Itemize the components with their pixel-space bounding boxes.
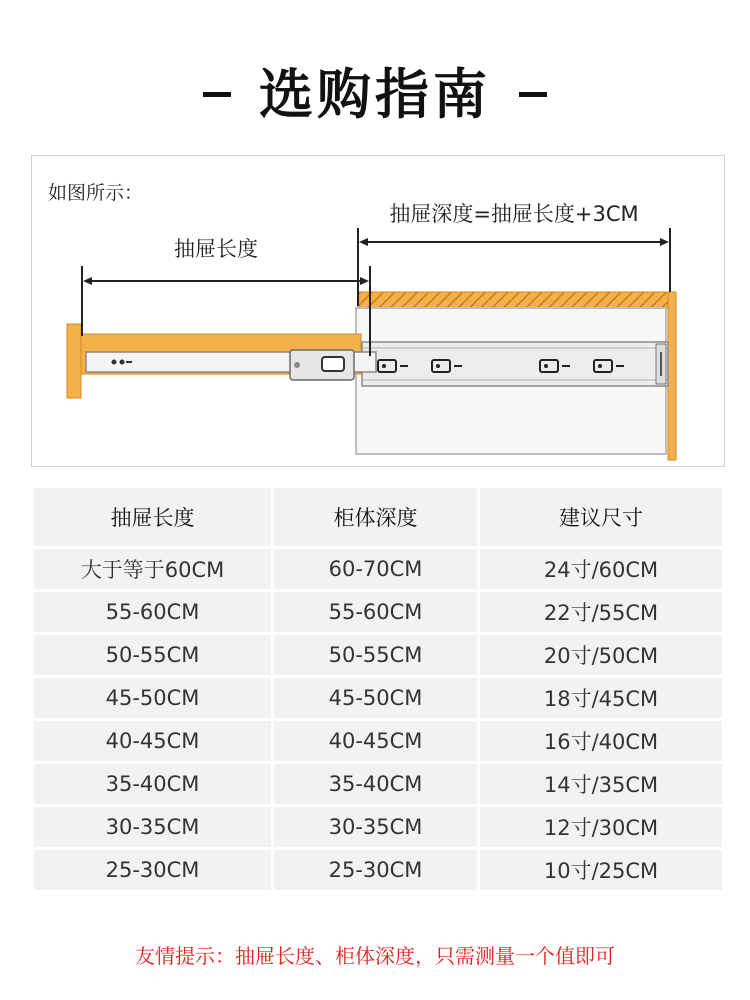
cell-drawer-length: 25-30CM: [33, 849, 273, 892]
header-cabinet-depth: 柜体深度: [273, 487, 479, 548]
label-drawer-length: 抽屉长度: [174, 237, 258, 261]
table-row: [33, 720, 724, 763]
cell-drawer-length: 35-40CM: [33, 763, 273, 806]
drawer-front-panel: [67, 324, 81, 398]
cell-drawer-length: 50-55CM: [33, 634, 273, 677]
cabinet-back-panel: [668, 292, 676, 460]
cell-suggested-size: 18寸/45CM: [479, 677, 724, 720]
table-row: [33, 677, 724, 720]
cell-cabinet-depth: 30-35CM: [273, 806, 479, 849]
diagram-hint: 如图所示：: [48, 182, 144, 204]
table-row: [33, 591, 724, 634]
cell-suggested-size: 10寸/25CM: [479, 849, 724, 892]
outer-slide-rail: [362, 342, 668, 386]
header-drawer-length: 抽屉长度: [33, 487, 273, 548]
cell-cabinet-depth: 50-55CM: [273, 634, 479, 677]
title-dash-left: [203, 92, 231, 97]
size-guide-table: [31, 485, 725, 893]
page-title-text: 选购指南: [259, 63, 491, 126]
cell-drawer-length: 30-35CM: [33, 806, 273, 849]
cell-suggested-size: 14寸/35CM: [479, 763, 724, 806]
cell-cabinet-depth: 25-30CM: [273, 849, 479, 892]
cell-cabinet-depth: 35-40CM: [273, 763, 479, 806]
cell-suggested-size: 22寸/55CM: [479, 591, 724, 634]
table-row: [33, 849, 724, 892]
page-title: [0, 52, 750, 129]
cell-suggested-size: 24寸/60CM: [479, 548, 724, 591]
cell-drawer-length: 55-60CM: [33, 591, 273, 634]
cell-drawer-length: 大于等于60CM: [33, 548, 273, 591]
table-row: [33, 548, 724, 591]
table-row: [33, 806, 724, 849]
cell-suggested-size: 12寸/30CM: [479, 806, 724, 849]
table-header-row: [33, 487, 724, 548]
table-row: [33, 634, 724, 677]
label-depth-formula: 抽屉深度=抽屉长度+3CM: [389, 202, 639, 226]
cell-suggested-size: 16寸/40CM: [479, 720, 724, 763]
cabinet-top-hatch: [358, 292, 672, 308]
table-row: [33, 763, 724, 806]
cell-drawer-length: 40-45CM: [33, 720, 273, 763]
title-dash-right: [519, 92, 547, 97]
header-suggested-size: 建议尺寸: [479, 487, 724, 548]
cell-cabinet-depth: 55-60CM: [273, 591, 479, 634]
friendly-tip: 友情提示：抽屉长度、柜体深度，只需测量一个值即可: [135, 944, 615, 968]
cell-drawer-length: 45-50CM: [33, 677, 273, 720]
cell-suggested-size: 20寸/50CM: [479, 634, 724, 677]
drawer-diagram: [31, 155, 725, 467]
cell-cabinet-depth: 45-50CM: [273, 677, 479, 720]
cell-cabinet-depth: 60-70CM: [273, 548, 479, 591]
cell-cabinet-depth: 40-45CM: [273, 720, 479, 763]
